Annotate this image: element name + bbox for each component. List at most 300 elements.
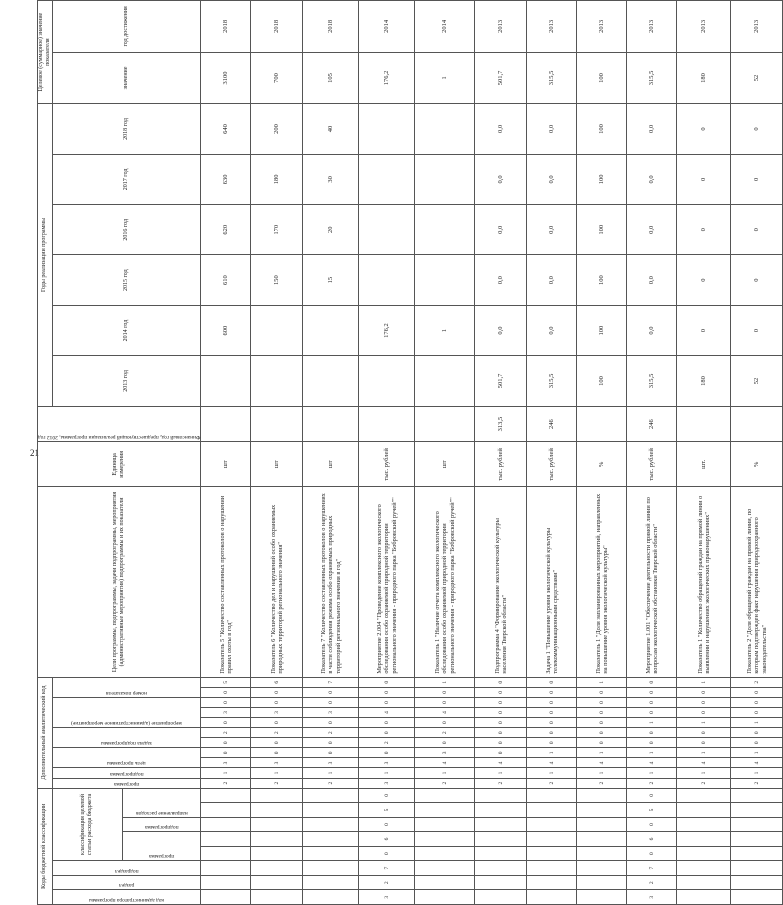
table-row: [359, 1, 415, 905]
extra-code-cell: 5: [201, 677, 251, 687]
budget-code-cell: [251, 788, 303, 803]
unit-cell: тыс. рублей: [527, 442, 577, 487]
year-value-cell: 176,2: [359, 305, 415, 355]
year-value-cell: [303, 356, 359, 406]
finance-2012-cell: 246: [527, 406, 577, 442]
ext-col-header: мероприятие (административное мероприятие): [52, 697, 201, 727]
row-name-cell: Мероприятие 1.001 "Обеспечение деятельности прямой линии по вопросам экологической обстановки Тверской области": [627, 487, 677, 677]
budget-code-cell: [251, 803, 303, 818]
extra-code-cell: 0: [475, 748, 527, 758]
year-col-header: 2016 год: [52, 205, 201, 255]
year-value-cell: 100: [577, 356, 627, 406]
year-value-cell: [359, 205, 415, 255]
budget-code-cell: 0: [359, 846, 415, 861]
target-year-cell: 2013: [627, 1, 677, 53]
table-row: [251, 1, 303, 905]
budget-code-cell: [303, 875, 359, 890]
budget-code-cell: [577, 817, 627, 832]
budget-code-cell: [475, 846, 527, 861]
budget-code-cell: [577, 861, 627, 876]
ext-col-header: подпрограмма: [52, 768, 201, 778]
target-year-cell: 2013: [731, 1, 783, 53]
budget-code-cell: [677, 803, 731, 818]
table-row: [731, 1, 783, 905]
extra-code-cell: 1: [475, 768, 527, 778]
budget-code-cell: [201, 788, 251, 803]
year-value-cell: [415, 255, 475, 305]
budget-code-cell: [731, 788, 783, 803]
unit-cell: шт: [201, 442, 251, 487]
extra-code-cell: 1: [303, 768, 359, 778]
extra-code-cell: 0: [359, 687, 415, 697]
budget-code-cell: [303, 803, 359, 818]
direction-code-header: направление расходов: [122, 788, 201, 817]
extra-code-cell: 2: [251, 728, 303, 738]
target-year-cell: 2014: [415, 1, 475, 53]
extra-code-cell: 2: [415, 728, 475, 738]
extra-code-cell: 0: [303, 687, 359, 697]
extra-code-cell: 2: [475, 778, 527, 788]
budget-code-cell: [577, 875, 627, 890]
year-value-cell: 0: [731, 305, 783, 355]
extra-code-cell: 0: [577, 687, 627, 697]
year-value-cell: 0: [677, 205, 731, 255]
target-header: Целевое (суммарное) значение показателя: [38, 1, 53, 104]
target-value-cell: 52: [731, 52, 783, 104]
row-name-cell: Показатель 1 "Наличие отчета комплексного экологического обследования особо охраняемой природной территории регионального значения - природного парка "Бобровский ручей"": [415, 487, 475, 677]
budget-code-cell: [251, 832, 303, 847]
row-name-cell: Показатель 1 "Количество обращений граждан на прямой линии о выявлении и нарушениях экологических правонарушениях": [677, 487, 731, 677]
budget-code-cell: [201, 861, 251, 876]
budget-code-cell: 6: [359, 832, 415, 847]
budget-code-cell: [415, 846, 475, 861]
year-value-cell: 0,0: [475, 104, 527, 154]
finance-2012-cell: [251, 406, 303, 442]
budget-code-cell: 3: [359, 890, 415, 905]
ext-col-header: задача подпрограммы: [52, 728, 201, 748]
unit-cell: %: [577, 442, 627, 487]
unit-header: Единица измерения: [38, 442, 201, 487]
extra-code-cell: 0: [303, 748, 359, 758]
extra-code-cell: 3: [251, 708, 303, 718]
target-year-cell: 2018: [303, 1, 359, 53]
table-row: [577, 1, 627, 905]
year-value-cell: 180: [251, 154, 303, 204]
year-value-cell: 0,0: [627, 154, 677, 204]
year-value-cell: 0,0: [475, 154, 527, 204]
extra-code-cell: 0: [475, 708, 527, 718]
extra-code-cell: 2: [359, 738, 415, 748]
budget-code-cell: [731, 890, 783, 905]
extra-code-cell: 0: [303, 738, 359, 748]
ext-col-header: цель программы: [52, 748, 201, 768]
budget-code-cell: [475, 875, 527, 890]
budget-code-cell: [527, 817, 577, 832]
budget-code-cell: [475, 817, 527, 832]
year-value-cell: 315,5: [627, 356, 677, 406]
year-col-header: 2017 год: [52, 154, 201, 204]
year-value-cell: 20: [303, 205, 359, 255]
extra-code-cell: 1: [359, 768, 415, 778]
finance-2012-header: Финансовый год, предшествующий реализации программы, 2012 год: [38, 406, 201, 442]
extra-code-cell: 4: [527, 758, 577, 768]
budget-code-cell: [475, 890, 527, 905]
year-value-cell: 200: [251, 104, 303, 154]
extra-code-cell: 0: [251, 687, 303, 697]
extra-code-cell: 0: [731, 708, 783, 718]
year-value-cell: 0,0: [475, 255, 527, 305]
year-value-cell: 0: [731, 205, 783, 255]
extra-code-cell: 0: [577, 718, 627, 728]
year-value-cell: [359, 104, 415, 154]
extra-code-cell: 0: [577, 697, 627, 707]
budget-code-cell: 0: [359, 788, 415, 803]
year-value-cell: 0: [677, 255, 731, 305]
extra-code-cell: 0: [677, 738, 731, 748]
budget-code-cell: [731, 875, 783, 890]
budget-code-cell: [577, 788, 627, 803]
rotated-table-container: [37, 0, 768, 905]
year-value-cell: 0: [731, 255, 783, 305]
budget-code-cell: [731, 846, 783, 861]
year-value-cell: 0,0: [627, 104, 677, 154]
extra-code-cell: 0: [577, 738, 627, 748]
budget-code-cell: [577, 832, 627, 847]
extra-code-cell: 0: [415, 718, 475, 728]
budget-code-cell: [415, 832, 475, 847]
extra-code-cell: 3: [251, 758, 303, 768]
budget-code-cell: 0: [627, 817, 677, 832]
budget-code-cell: [731, 803, 783, 818]
year-col-header: 2013 год: [52, 356, 201, 406]
year-value-cell: 0,0: [475, 305, 527, 355]
extra-code-cell: 3: [415, 748, 475, 758]
target-year-cell: 2018: [201, 1, 251, 53]
target-value-cell: 315,5: [527, 52, 577, 104]
year-value-cell: 0: [677, 305, 731, 355]
budget-code-cell: [251, 817, 303, 832]
target-value-cell: 501,7: [475, 52, 527, 104]
year-value-cell: 52: [731, 356, 783, 406]
extra-code-cell: 0: [677, 728, 731, 738]
extra-code-cell: 0: [475, 677, 527, 687]
budget-code-cell: 7: [627, 861, 677, 876]
budget-code-cell: [475, 861, 527, 876]
unit-cell: тыс. рублей: [475, 442, 527, 487]
years-header: Годы реализации программы: [38, 104, 53, 406]
finance-2012-cell: [731, 406, 783, 442]
year-value-cell: [359, 154, 415, 204]
extra-code-cell: 0: [677, 697, 731, 707]
year-value-cell: 0,0: [527, 255, 577, 305]
target-value-cell: 3100: [201, 52, 251, 104]
year-value-cell: 100: [577, 255, 627, 305]
extra-code-cell: 2: [303, 778, 359, 788]
extra-code-cell: 0: [303, 718, 359, 728]
table-row: [201, 1, 251, 905]
budget-code-cell: [677, 788, 731, 803]
budget-code-cell: [677, 846, 731, 861]
extra-code-cell: 1: [627, 718, 677, 728]
extra-code-cell: 0: [201, 738, 251, 748]
table-body: [201, 1, 783, 905]
finance-2012-cell: [303, 406, 359, 442]
extra-code-cell: 1: [527, 748, 577, 758]
budget-code-cell: 3: [627, 890, 677, 905]
year-value-cell: 100: [577, 104, 627, 154]
extra-code-cell: 0: [627, 687, 677, 697]
budget-code-cell: [251, 890, 303, 905]
extra-code-cell: 4: [677, 758, 731, 768]
extra-code-cell: 0: [527, 718, 577, 728]
year-value-cell: [251, 356, 303, 406]
budget-code-cell: [201, 832, 251, 847]
extra-code-cell: 1: [677, 677, 731, 687]
extra-code-cell: 0: [359, 718, 415, 728]
extra-code-cell: 1: [627, 748, 677, 758]
year-value-cell: 630: [201, 154, 251, 204]
extra-code-cell: 0: [415, 687, 475, 697]
extra-code-cell: 1: [415, 768, 475, 778]
year-value-cell: [359, 255, 415, 305]
extra-code-cell: 1: [677, 718, 731, 728]
budget-code-cell: [303, 817, 359, 832]
year-col-header: 2018 год: [52, 104, 201, 154]
target-article-header: классификация целевой статьи расхода бюджета: [52, 788, 122, 861]
budget-code-cell: 6: [627, 832, 677, 847]
names-header: Цели программы, подпрограммы, задачи подпрограммы, мероприятия (административные мероприятия) подпрограммы и их показатели: [38, 487, 201, 677]
extra-code-cell: 6: [251, 677, 303, 687]
finance-2012-cell: [415, 406, 475, 442]
finance-2012-cell: [201, 406, 251, 442]
extra-code-cell: 0: [303, 697, 359, 707]
year-value-cell: 100: [577, 205, 627, 255]
target-value-cell: 700: [251, 52, 303, 104]
year-value-cell: 0: [677, 104, 731, 154]
year-value-cell: 0,0: [627, 255, 677, 305]
year-value-cell: 30: [303, 154, 359, 204]
extra-code-cell: 0: [627, 738, 677, 748]
extra-code-cell: 4: [415, 708, 475, 718]
budget-code-cell: 5: [359, 803, 415, 818]
year-value-cell: [359, 356, 415, 406]
target-value-cell: 100: [577, 52, 627, 104]
finance-2012-cell: [359, 406, 415, 442]
extra-code-cell: 0: [251, 738, 303, 748]
extra-code-cell: 0: [251, 697, 303, 707]
extra-code-cell: 3: [201, 758, 251, 768]
budget-code-cell: [677, 890, 731, 905]
extra-code-cell: 1: [251, 768, 303, 778]
extra-code-cell: 0: [359, 728, 415, 738]
extra-code-cell: 1: [731, 748, 783, 758]
target-value-cell: 180: [677, 52, 731, 104]
budget-code-cell: [527, 875, 577, 890]
budget-code-cell: [677, 861, 731, 876]
budget-code-cell: [303, 890, 359, 905]
year-value-cell: 0: [731, 154, 783, 204]
extra-code-cell: 2: [201, 728, 251, 738]
unit-cell: %: [731, 442, 783, 487]
budget-code-cell: [415, 875, 475, 890]
extra-code-cell: 0: [731, 697, 783, 707]
extra-code-cell: 2: [677, 778, 731, 788]
extra-code-cell: 1: [415, 677, 475, 687]
finance-2012-cell: [577, 406, 627, 442]
ext-col-header: программа: [52, 778, 201, 788]
budget-code-cell: [677, 817, 731, 832]
extra-code-cell: 0: [527, 708, 577, 718]
extra-code-cell: 1: [577, 768, 627, 778]
extra-code-cell: 0: [527, 728, 577, 738]
extra-code-cell: 3: [303, 758, 359, 768]
subsection-header: подраздел: [52, 861, 201, 876]
year-value-cell: 0: [731, 104, 783, 154]
budget-code-cell: [415, 861, 475, 876]
year-value-cell: [201, 356, 251, 406]
extra-code-cell: 4: [627, 758, 677, 768]
extra-code-cell: 0: [251, 748, 303, 758]
year-value-cell: 100: [577, 305, 627, 355]
extra-code-cell: 0: [577, 728, 627, 738]
target-year-cell: 2013: [527, 1, 577, 53]
year-value-cell: 0,0: [527, 305, 577, 355]
unit-cell: шт: [303, 442, 359, 487]
year-value-cell: 315,5: [527, 356, 577, 406]
year-value-cell: 0,0: [527, 205, 577, 255]
extra-code-cell: 1: [731, 718, 783, 728]
table-row: [677, 1, 731, 905]
extra-code-cell: 0: [731, 728, 783, 738]
budget-code-cell: [251, 861, 303, 876]
year-value-cell: 0,0: [627, 205, 677, 255]
extra-code-cell: 0: [201, 687, 251, 697]
table-row: [415, 1, 475, 905]
year-value-cell: 15: [303, 255, 359, 305]
year-value-cell: [251, 305, 303, 355]
extra-code-cell: 2: [251, 778, 303, 788]
table-row: [303, 1, 359, 905]
year-value-cell: 620: [201, 205, 251, 255]
target-year-cell: 2018: [251, 1, 303, 53]
budget-code-cell: 7: [359, 861, 415, 876]
program-code-header: программа: [122, 832, 201, 861]
extra-code-cell: 2: [527, 778, 577, 788]
row-name-cell: Мероприятие 2.004 "Проведение комплексного экологического обследования особо охраняемой природной территории регионального значения - природного парка "Бобровский ручей"": [359, 487, 415, 677]
extra-code-cell: 0: [359, 677, 415, 687]
admin-code-header: код администратора программы: [52, 890, 201, 905]
budget-code-cell: 5: [627, 803, 677, 818]
extra-code-cell: 2: [201, 778, 251, 788]
year-value-cell: 170: [251, 205, 303, 255]
extra-code-cell: 1: [677, 768, 731, 778]
target-value-header: значение: [52, 52, 201, 104]
extra-code-cell: 0: [677, 708, 731, 718]
year-value-cell: 600: [201, 305, 251, 355]
table-row: [527, 1, 577, 905]
budget-code-cell: [577, 890, 627, 905]
budget-code-cell: [251, 846, 303, 861]
unit-cell: тыс. рублей: [627, 442, 677, 487]
budget-code-cell: [527, 803, 577, 818]
budget-code-cell: [677, 875, 731, 890]
year-value-cell: 0,0: [527, 104, 577, 154]
extra-code-cell: 0: [627, 708, 677, 718]
extra-code-cell: 0: [415, 738, 475, 748]
extra-code-cell: 0: [475, 697, 527, 707]
budget-code-cell: [303, 832, 359, 847]
budget-code-cell: 0: [627, 788, 677, 803]
target-value-cell: 105: [303, 52, 359, 104]
budget-code-cell: 0: [359, 817, 415, 832]
row-name-cell: Показатель 1 "Доля запланированных мероприятий, направленных на повышение уровня экологической культуры": [577, 487, 627, 677]
year-value-cell: 610: [201, 255, 251, 305]
budget-code-cell: [415, 788, 475, 803]
budget-code-cell: [201, 817, 251, 832]
year-value-cell: [415, 205, 475, 255]
extra-code-cell: 3: [303, 708, 359, 718]
extra-code-cell: 0: [415, 697, 475, 707]
budget-code-cell: [731, 817, 783, 832]
extra-code-cell: 0: [201, 748, 251, 758]
program-table: [37, 0, 783, 905]
extra-code-cell: 3: [359, 778, 415, 788]
extra-code-cell: 4: [359, 708, 415, 718]
extra-code-cell: 7: [303, 677, 359, 687]
budget-code-cell: [201, 875, 251, 890]
extra-code-cell: 0: [475, 718, 527, 728]
unit-cell: тыс. рублей: [359, 442, 415, 487]
budget-code-cell: [527, 788, 577, 803]
budget-code-cell: [415, 803, 475, 818]
budget-code-cell: [201, 890, 251, 905]
unit-cell: шт: [251, 442, 303, 487]
budget-code-cell: 2: [627, 875, 677, 890]
budget-code-cell: [201, 803, 251, 818]
year-value-cell: 150: [251, 255, 303, 305]
extra-code-cell: 1: [577, 677, 627, 687]
extra-code-cell: 2: [415, 778, 475, 788]
year-value-cell: 1: [415, 305, 475, 355]
target-year-cell: 2013: [475, 1, 527, 53]
finance-2012-cell: 246: [627, 406, 677, 442]
extra-code-cell: 2: [627, 778, 677, 788]
budget-code-cell: [527, 890, 577, 905]
extra-code-cell: 0: [677, 687, 731, 697]
budget-code-cell: [415, 817, 475, 832]
extra-code-cell: 0: [627, 728, 677, 738]
budget-code-cell: 2: [359, 875, 415, 890]
extra-code-header: Дополнительный аналитический код: [38, 677, 53, 788]
target-year-cell: 2013: [577, 1, 627, 53]
extra-code-cell: 1: [677, 748, 731, 758]
budget-code-cell: [677, 832, 731, 847]
extra-code-cell: 1: [527, 768, 577, 778]
budget-code-cell: [475, 788, 527, 803]
extra-code-cell: 2: [303, 728, 359, 738]
extra-code-cell: 3: [359, 758, 415, 768]
page-number: 21: [30, 448, 39, 458]
budget-code-cell: [527, 832, 577, 847]
row-name-cell: Показатель 6 "Количество дел и нарушений особо охраняемых природных территорий регионального значения": [251, 487, 303, 677]
budget-code-cell: [527, 861, 577, 876]
extra-code-cell: 3: [201, 708, 251, 718]
extra-code-cell: 4: [577, 758, 627, 768]
target-value-cell: 176,2: [359, 52, 415, 104]
budget-code-cell: 0: [627, 846, 677, 861]
extra-code-cell: 0: [475, 728, 527, 738]
year-value-cell: 0,0: [475, 205, 527, 255]
